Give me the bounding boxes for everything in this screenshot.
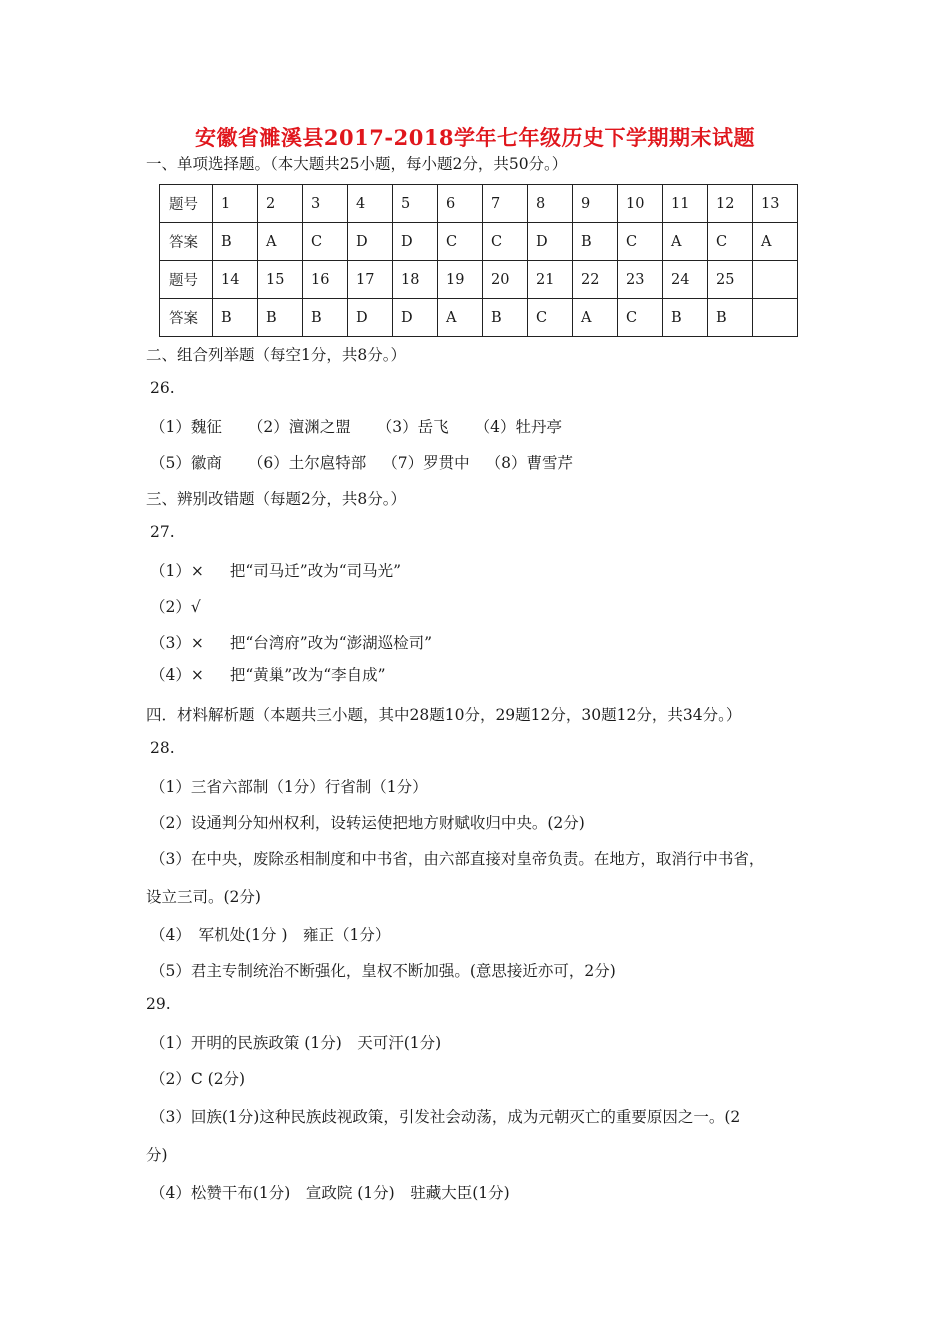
- answer-table-cell: C: [618, 299, 663, 337]
- answer-table-cell: 19: [438, 261, 483, 299]
- answer-table-cell: C: [303, 223, 348, 261]
- answer-table-cell: 15: [258, 261, 303, 299]
- document-title: 安徽省濉溪县2017-2018学年七年级历史下学期期末试题: [194, 125, 756, 150]
- answer-table-cell: D: [528, 223, 573, 261]
- answer-table-cell: C: [483, 223, 528, 261]
- q26-item-2: （2）澶渊之盟: [247, 418, 351, 436]
- answer-table-cell: 8: [528, 185, 573, 223]
- answer-table-cell: A: [753, 223, 798, 261]
- answer-table-cell: 10: [618, 185, 663, 223]
- answer-table-cell: A: [258, 223, 303, 261]
- answer-table-cell: 7: [483, 185, 528, 223]
- q29-line-4: 分): [146, 1146, 168, 1164]
- q29-line-1: （1）开明的民族政策 (1分) 天可汗(1分): [150, 1034, 442, 1052]
- question-27-number: 27.: [150, 523, 175, 541]
- answer-table-cell: 12: [708, 185, 753, 223]
- answer-table-cell: 20: [483, 261, 528, 299]
- answer-table-cell: 21: [528, 261, 573, 299]
- section1-heading: 一、单项选择题。（本大题共25小题，每小题2分，共50分。）: [146, 155, 568, 173]
- q26-item-4: （4）牡丹亭: [474, 418, 562, 436]
- answer-table-row-header: 答案: [160, 223, 213, 261]
- q28-line-6: （5）君主专制统治不断强化，皇权不断加强。(意思接近亦可，2分): [150, 962, 616, 980]
- q28-line-5: （4） 军机处(1分 ) 雍正（1分）: [150, 926, 391, 944]
- answer-table-cell: 2: [258, 185, 303, 223]
- q27-item-4-num: （4）×: [150, 666, 204, 684]
- q27-item-1: [150, 559, 401, 581]
- answer-table-cell: D: [348, 299, 393, 337]
- answer-table-cell: 14: [213, 261, 258, 299]
- answer-table-cell: 22: [573, 261, 618, 299]
- section2-heading: 二、组合列举题（每空1分，共8分。）: [146, 346, 406, 364]
- answer-table-cell: 24: [663, 261, 708, 299]
- q27-item-2-num: （2）√: [150, 598, 201, 616]
- answer-table-cell: B: [258, 299, 303, 337]
- answer-table-cell: B: [483, 299, 528, 337]
- answer-table-cell: A: [573, 299, 618, 337]
- answer-table-cell: [753, 261, 798, 299]
- answer-table-cell: A: [438, 299, 483, 337]
- answer-table-cell: C: [528, 299, 573, 337]
- question-29-number: 29.: [146, 995, 171, 1013]
- answer-table-cell: 4: [348, 185, 393, 223]
- q26-item-7: （7）罗贯中: [382, 454, 470, 472]
- answer-table-cell: B: [303, 299, 348, 337]
- answer-table-cell: 16: [303, 261, 348, 299]
- answer-table-cell: [753, 299, 798, 337]
- q29-line-5: （4）松赞干布(1分) 宣政院 (1分) 驻藏大臣(1分): [150, 1184, 510, 1202]
- answer-table-cell: 11: [663, 185, 708, 223]
- answer-table-row: [160, 223, 798, 261]
- q28-line-1: （1）三省六部制（1分）行省制（1分）: [150, 778, 428, 796]
- q27-item-3-num: （3）×: [150, 634, 204, 652]
- question-28-number: 28.: [150, 739, 175, 757]
- q29-line-2: （2）C (2分): [150, 1070, 246, 1088]
- answer-table-cell: 23: [618, 261, 663, 299]
- section3-heading: 三、辨别改错题（每题2分，共8分。）: [146, 490, 406, 508]
- q28-line-3: （3）在中央，废除丞相制度和中书省，由六部直接对皇帝负责。在地方，取消行中书省，: [150, 850, 765, 868]
- answer-table-cell: D: [393, 223, 438, 261]
- answer-table-cell: 17: [348, 261, 393, 299]
- answer-table-row-header: 题号: [160, 185, 213, 223]
- answer-table-cell: 9: [573, 185, 618, 223]
- answer-table-cell: D: [393, 299, 438, 337]
- answer-table-row: [160, 185, 798, 223]
- answer-table-cell: D: [348, 223, 393, 261]
- q27-item-1-text: 把“司马迁”改为“司马光”: [229, 562, 402, 580]
- answer-table-cell: 3: [303, 185, 348, 223]
- q26-item-1: （1）魏征: [150, 418, 222, 436]
- q27-item-4: [150, 663, 386, 685]
- answer-table-cell: 13: [753, 185, 798, 223]
- answer-table-cell: B: [663, 299, 708, 337]
- q26-item-6: （6）土尔扈特部: [247, 454, 367, 472]
- q27-item-3: [150, 631, 432, 653]
- answer-table-cell: A: [663, 223, 708, 261]
- q28-line-4: 设立三司。(2分): [146, 888, 261, 906]
- q28-line-2: （2）设通判分知州权利，设转运使把地方财赋收归中央。(2分): [150, 814, 585, 832]
- answer-table-cell: B: [213, 223, 258, 261]
- answer-table: [159, 184, 798, 337]
- answer-table-cell: 6: [438, 185, 483, 223]
- answer-table-row: [160, 299, 798, 337]
- answer-table-row-header: 答案: [160, 299, 213, 337]
- answer-table-cell: B: [708, 299, 753, 337]
- q26-item-3: （3）岳飞: [376, 418, 449, 436]
- answer-table-row-header: 题号: [160, 261, 213, 299]
- q29-line-3: （3）回族(1分)这种民族歧视政策，引发社会动荡，成为元朝灭亡的重要原因之一。(2: [150, 1108, 741, 1126]
- answer-table-cell: 25: [708, 261, 753, 299]
- q27-item-1-num: （1）×: [150, 562, 204, 580]
- answer-table-cell: B: [213, 299, 258, 337]
- q26-row-2: [150, 451, 573, 473]
- section4-heading: 四．材料解析题（本题共三小题，其中28题10分，29题12分，30题12分，共34分。）: [146, 706, 742, 724]
- q26-row-1: [150, 415, 562, 437]
- q27-item-3-text: 把“台湾府”改为“澎湖巡检司”: [229, 634, 433, 652]
- answer-table-cell: C: [618, 223, 663, 261]
- q26-item-5: （5）徽商: [150, 454, 222, 472]
- q27-item-4-text: 把“黄巢”改为“李自成”: [229, 666, 386, 684]
- q26-item-8: （8）曹雪芹: [485, 454, 573, 472]
- question-26-number: 26.: [150, 379, 175, 397]
- answer-table-cell: 1: [213, 185, 258, 223]
- answer-table-row: [160, 261, 798, 299]
- answer-table-cell: C: [438, 223, 483, 261]
- answer-table-cell: 5: [393, 185, 438, 223]
- answer-table-cell: C: [708, 223, 753, 261]
- answer-table-cell: 18: [393, 261, 438, 299]
- q27-item-2: [150, 595, 201, 617]
- answer-table-cell: B: [573, 223, 618, 261]
